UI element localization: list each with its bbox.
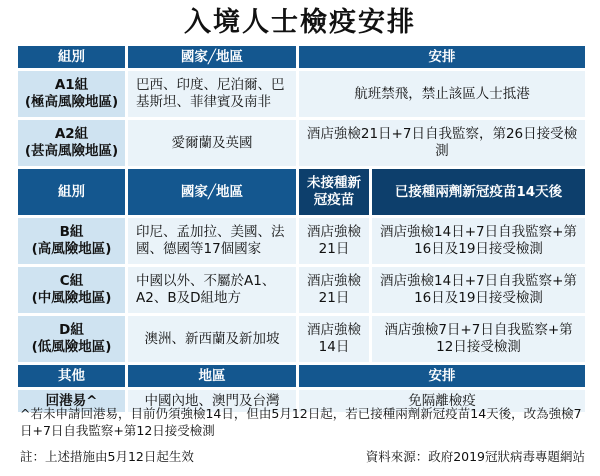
header-arrangement-3: 安排 <box>299 365 585 387</box>
header-group-2: 組別 <box>18 169 125 215</box>
group-name: B組 <box>59 224 84 240</box>
header-row-3 <box>18 365 585 387</box>
group-cell-a1 <box>18 71 125 117</box>
group-risk: (高風險地區) <box>31 241 112 257</box>
unvaccinated-c: 酒店強檢21日 <box>299 267 369 313</box>
unvaccinated-d: 酒店強檢14日 <box>299 316 369 362</box>
header-row-1 <box>18 46 585 68</box>
header-vaccinated: 已接種兩劑新冠疫苗14天後 <box>372 169 585 215</box>
table-row-a2 <box>18 120 585 166</box>
countries-a1: 巴西、印度、尼泊爾、巴基斯坦、菲律賓及南非 <box>128 71 296 117</box>
header-unvaccinated: 未接種新冠疫苗 <box>299 169 369 215</box>
group-cell-a2 <box>18 120 125 166</box>
arrangement-return: 免隔離檢疫 <box>299 390 585 412</box>
group-name: A2組 <box>54 126 89 142</box>
table-row-b <box>18 218 585 264</box>
source-note: 資料來源：政府2019冠狀病毒專題網站 <box>365 449 585 464</box>
arrangement-a1: 航班禁飛，禁止該區人士抵港 <box>299 71 585 117</box>
countries-b: 印尼、孟加拉、美國、法國、德國等17個國家 <box>128 218 296 264</box>
group-risk: (極高風險地區) <box>24 94 119 110</box>
page-title: 入境人士檢疫安排 <box>184 7 416 38</box>
group-risk: (低風險地區) <box>31 339 112 355</box>
group-name: C組 <box>59 273 84 289</box>
table-row-a1 <box>18 71 585 117</box>
group-cell-b <box>18 218 125 264</box>
header-country: 國家╱地區 <box>128 46 296 68</box>
header-arrangement: 安排 <box>299 46 585 68</box>
vaccinated-b: 酒店強檢14日+7日自我監察+第16日及19日接受檢測 <box>372 218 585 264</box>
group-cell-d <box>18 316 125 362</box>
unvaccinated-b: 酒店強檢21日 <box>299 218 369 264</box>
footnote: ^若未申請回港易，目前仍須強檢14日，但由5月12日起，若已接種兩劑新冠疫苗14天後，改為強檢7日+7日自我監察+第12日接受檢測 <box>20 406 582 438</box>
regions-return: 中國內地、澳門及台灣 <box>128 390 296 412</box>
table-row-d <box>18 316 585 362</box>
effective-date-note: 註：上述措施由5月12日起生效 <box>20 449 194 464</box>
group-risk: (中風險地區) <box>31 290 112 306</box>
countries-d: 澳洲、新西蘭及新加坡 <box>128 316 296 362</box>
header-group: 組別 <box>18 46 125 68</box>
group-cell-return: 回港易^ <box>18 390 125 412</box>
vaccinated-d: 酒店強檢7日+7日自我監察+第12日接受檢測 <box>372 316 585 362</box>
vaccinated-c: 酒店強檢14日+7日自我監察+第16日及19日接受檢測 <box>372 267 585 313</box>
countries-a2: 愛爾蘭及英國 <box>128 120 296 166</box>
header-row-2 <box>18 169 585 215</box>
quarantine-table <box>15 43 588 415</box>
footer <box>20 448 585 466</box>
group-name: D組 <box>59 322 84 338</box>
arrangement-a2: 酒店強檢21日+7日自我監察，第26日接受檢測 <box>299 120 585 166</box>
group-name: A1組 <box>54 77 89 93</box>
header-region: 地區 <box>128 365 296 387</box>
group-risk: (甚高風險地區) <box>24 143 119 159</box>
table-row-c <box>18 267 585 313</box>
header-other: 其他 <box>18 365 125 387</box>
header-country-2: 國家╱地區 <box>128 169 296 215</box>
group-cell-c <box>18 267 125 313</box>
countries-c: 中國以外、不屬於A1、A2、B及D組地方 <box>128 267 296 313</box>
